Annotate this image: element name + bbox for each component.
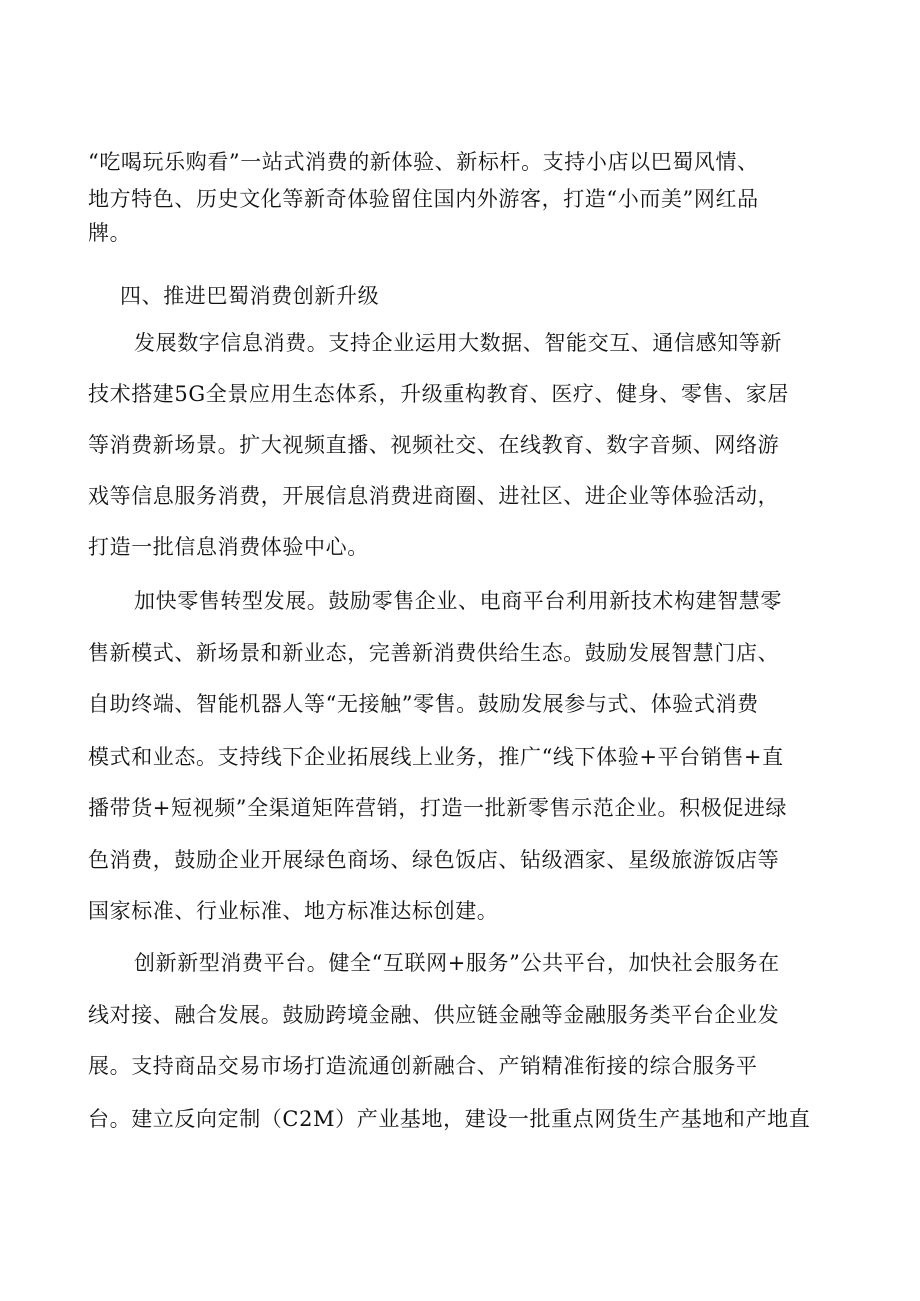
paragraph-line: 发展数字信息消费。支持企业运用大数据、智能交互、通信感知等新 [134,331,782,355]
paragraph-line: 展。支持商品交易市场打造流通创新融合、产销精准衔接的综合服务平 [88,1054,758,1078]
paragraph-line: 等消费新场景。扩大视频直播、视频社交、在线教育、数字音频、网络游 [88,433,780,457]
paragraph-line: 色消费，鼓励企业开展绿色商场、绿色饭店、钻级酒家、星级旅游饭店等 [88,848,780,872]
section-heading: 四、推进巴蜀消费创新升级 [120,284,380,308]
paragraph-line: 加快零售转型发展。鼓励零售企业、电商平台利用新技术构建智慧零 [134,589,782,613]
paragraph-line: 地方特色、历史文化等新奇体验留住国内外游客，打造“小而美”网红品 [88,187,759,211]
paragraph-line: 牌。 [88,221,132,245]
paragraph-line: 线对接、融合发展。鼓励跨境金融、供应链金融等金融服务类平台企业发 [88,1003,780,1027]
paragraph-line: 打造一批信息消费体验中心。 [88,535,369,559]
paragraph-line: 售新模式、新场景和新业态，完善新消费供给生态。鼓励发展智慧门店、 [88,641,780,665]
paragraph-line: 国家标准、行业标准、地方标准达标创建。 [88,899,499,923]
paragraph-line: 戏等信息服务消费，开展信息消费进商圈、进社区、进企业等体验活动， [88,484,780,508]
paragraph-line: 模式和业态。支持线下企业拓展线上业务，推广“线下体验+平台销售+直 [88,745,784,769]
paragraph-line: “吃喝玩乐购看”一站式消费的新体验、新标杆。支持小店以巴蜀风情、 [88,150,759,174]
paragraph-line: 技术搭建5G全景应用生态体系，升级重构教育、医疗、健身、零售、家居 [88,382,789,406]
paragraph-line: 自助终端、智能机器人等“无接触”零售。鼓励发展参与式、体验式消费 [88,692,759,716]
paragraph-line: 创新新型消费平台。健全“互联网+服务”公共平台，加快社会服务在 [134,951,780,975]
paragraph-line: 播带货+短视频”全渠道矩阵营销，打造一批新零售示范企业。积极促进绿 [88,796,788,820]
paragraph-line: 台。建立反向定制（C2M）产业基地，建设一批重点网货生产基地和产地直 [88,1107,811,1131]
